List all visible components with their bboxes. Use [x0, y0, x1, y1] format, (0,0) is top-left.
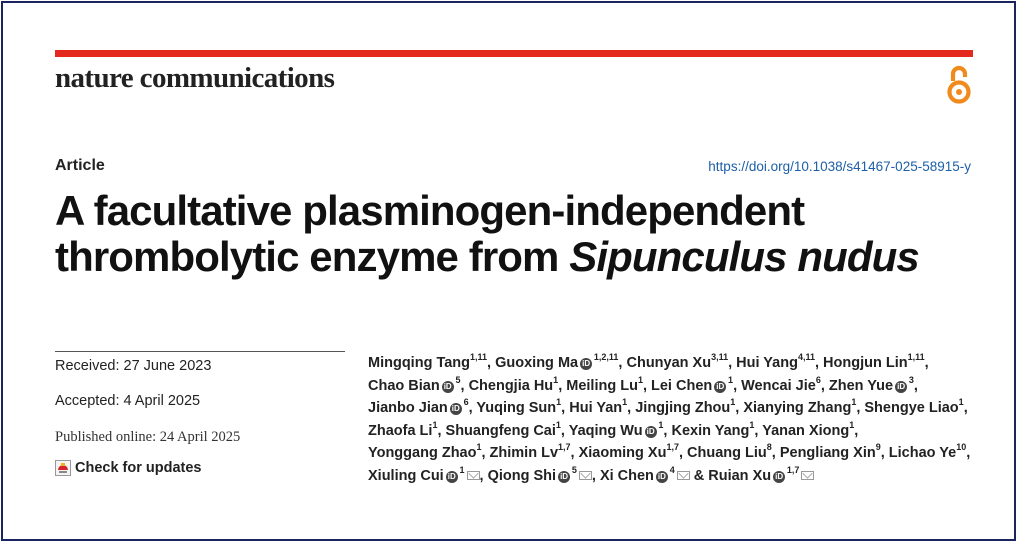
author-separator: ,: [460, 377, 465, 394]
author-name-text: Kexin Yang: [671, 422, 750, 439]
author-name[interactable]: [687, 442, 776, 461]
author-name-text: Qiong Shi: [487, 467, 557, 484]
author-separator: ,: [437, 422, 442, 439]
author-affiliation: 1: [553, 374, 559, 385]
author-name[interactable]: [708, 464, 814, 484]
author-affiliation: 1: [958, 397, 964, 408]
author-name[interactable]: [779, 442, 885, 461]
author-separator: ,: [854, 422, 859, 439]
orcid-icon[interactable]: iD: [775, 471, 784, 481]
journal-name: nature communications: [55, 62, 335, 94]
email-icon[interactable]: [677, 471, 690, 480]
author-name-text: Chengjia Hu: [468, 377, 554, 394]
author-name[interactable]: [762, 419, 859, 439]
author-name[interactable]: [476, 397, 566, 416]
author-name-text: Zhen Yue: [828, 377, 894, 394]
author-name[interactable]: [487, 464, 596, 484]
check-for-updates-label: Check for updates: [75, 460, 202, 476]
author-affiliation: 3,11: [711, 352, 729, 363]
author-separator: ,: [924, 355, 929, 371]
author-name[interactable]: [468, 374, 563, 394]
author-name[interactable]: [368, 419, 442, 439]
author-name-text: Guoxing Ma: [495, 355, 579, 371]
email-icon[interactable]: [801, 471, 814, 480]
author-affiliation: 1: [637, 374, 643, 385]
author-name-text: Yaqing Wu: [568, 422, 643, 439]
author-name-text: Yanan Xiong: [762, 422, 850, 439]
author-separator: ,: [880, 445, 885, 461]
author-affiliation: 1,11: [470, 352, 488, 363]
author-affiliation: 1,2,11: [592, 352, 619, 363]
author-affiliation: 1,7: [666, 442, 679, 453]
dates-divider: [55, 351, 345, 352]
email-icon[interactable]: [579, 471, 592, 480]
author-affiliation: 1: [851, 397, 857, 408]
orcid-icon[interactable]: iD: [582, 359, 591, 368]
author-name-text: Hui Yang: [736, 355, 798, 371]
author-affiliation: 10: [956, 442, 967, 453]
author-separator: ,: [487, 355, 492, 371]
article-type: Article: [55, 157, 105, 174]
author-affiliation: 1: [556, 397, 562, 408]
author-name-text: Meiling Lu: [566, 377, 638, 394]
author-name[interactable]: [489, 442, 575, 461]
author-separator: ,: [733, 377, 738, 394]
author-affiliation: 5: [453, 374, 461, 385]
author-affiliation: 6: [461, 397, 469, 408]
author-name[interactable]: [743, 397, 861, 416]
author-name-text: Shuangfeng Cai: [445, 422, 556, 439]
author-separator: ,: [558, 377, 563, 394]
author-affiliation: 5: [570, 464, 577, 475]
received-date: Received: 27 June 2023: [55, 358, 212, 374]
author-name-text: Yonggang Zhao: [368, 445, 477, 461]
author-name-text: Xianying Zhang: [743, 400, 852, 416]
doi-link[interactable]: https://doi.org/10.1038/s41467-025-58915-y: [708, 159, 971, 174]
author-separator: ,: [754, 422, 759, 439]
author-affiliation: 1: [849, 419, 855, 430]
title-line-2: [55, 234, 919, 280]
author-separator: ,: [663, 422, 668, 439]
orcid-icon[interactable]: iD: [657, 471, 666, 481]
author-separator: ,: [479, 467, 484, 484]
author-separator: ,: [591, 467, 596, 484]
title-species-name: Sipunculus nudus: [569, 233, 919, 280]
author-affiliation: 1: [749, 419, 755, 430]
author-separator: &: [689, 467, 705, 484]
author-affiliation: 1,11: [907, 352, 925, 363]
author-name[interactable]: [368, 397, 473, 416]
orcid-icon[interactable]: iD: [646, 426, 655, 436]
author-name-text: Jingjing Zhou: [635, 400, 731, 416]
author-affiliation: 1,7: [558, 442, 571, 453]
author-name[interactable]: [736, 352, 820, 371]
author-name[interactable]: [828, 374, 918, 394]
author-name-text: Lichao Ye: [888, 445, 957, 461]
journal-accent-bar: [55, 50, 973, 57]
author-name[interactable]: [864, 397, 968, 416]
published-date: Published online: 24 April 2025: [55, 429, 241, 445]
check-updates-icon: [55, 460, 71, 476]
author-separator: ,: [678, 445, 683, 461]
author-name-text: Mingqing Tang: [368, 355, 471, 371]
author-name[interactable]: [368, 464, 484, 484]
author-name[interactable]: [368, 374, 465, 394]
orcid-icon[interactable]: iD: [716, 381, 725, 391]
author-name-text: Chunyan Xu: [626, 355, 712, 371]
author-name-text: Hui Yan: [569, 400, 623, 416]
orcid-icon[interactable]: iD: [897, 381, 906, 391]
author-affiliation: 1: [726, 374, 734, 385]
author-name[interactable]: [368, 352, 492, 371]
author-name[interactable]: [651, 374, 738, 394]
author-separator: ,: [963, 400, 968, 416]
author-name-text: Chao Bian: [368, 377, 440, 394]
title-line-2-roman: thrombolytic enzyme from: [55, 233, 570, 280]
author-name-text: Yuqing Sun: [476, 400, 557, 416]
author-separator: ,: [820, 377, 825, 394]
author-separator: ,: [618, 355, 623, 371]
author-affiliation: 4,11: [797, 352, 815, 363]
author-name-text: Wencai Jie: [741, 377, 816, 394]
author-separator: ,: [814, 355, 820, 371]
author-name[interactable]: [569, 397, 632, 416]
author-separator: ,: [561, 400, 566, 416]
check-for-updates-button[interactable]: [55, 460, 202, 476]
author-name[interactable]: [671, 419, 759, 439]
orcid-icon[interactable]: iD: [447, 471, 456, 481]
author-affiliation: 9: [875, 442, 881, 453]
author-name[interactable]: [823, 352, 929, 371]
author-affiliation: 1: [730, 397, 736, 408]
author-affiliation: 1: [457, 464, 465, 475]
author-name[interactable]: [741, 374, 825, 394]
author-name[interactable]: [599, 464, 705, 484]
author-name-text: Xiuling Cui: [368, 467, 444, 484]
author-affiliation: 4: [667, 464, 675, 475]
author-affiliation: 1,7: [785, 464, 800, 475]
accepted-date: Accepted: 4 April 2025: [55, 393, 201, 409]
author-separator: ,: [913, 377, 918, 394]
author-name-text: Pengliang Xin: [779, 445, 876, 461]
author-affiliation: 3: [907, 374, 914, 385]
author-name-text: Shengye Liao: [864, 400, 959, 416]
author-separator: ,: [642, 377, 647, 394]
orcid-icon[interactable]: iD: [443, 381, 452, 391]
author-name[interactable]: [578, 442, 683, 461]
author-name-text: Chuang Liu: [687, 445, 767, 461]
author-separator: ,: [468, 400, 473, 416]
author-name[interactable]: [566, 374, 647, 394]
author-separator: ,: [570, 445, 575, 461]
author-name[interactable]: [635, 397, 740, 416]
title-line-1: A facultative plasminogen-independent: [55, 187, 805, 234]
author-name-text: Zhaofa Li: [368, 422, 433, 439]
author-affiliation: 8: [766, 442, 772, 453]
author-name-text: Xiaoming Xu: [578, 445, 667, 461]
author-separator: ,: [627, 400, 632, 416]
author-name-text: Xi Chen: [599, 467, 654, 484]
author-affiliation: 1: [656, 419, 664, 430]
author-affiliation: 1: [622, 397, 628, 408]
author-name[interactable]: [445, 419, 565, 439]
author-affiliation: 1: [476, 442, 482, 453]
author-name[interactable]: [368, 442, 486, 461]
author-name-text: Jianbo Jian: [368, 400, 448, 416]
author-name[interactable]: [495, 352, 623, 371]
orcid-icon[interactable]: iD: [451, 404, 460, 413]
author-list: [368, 352, 978, 487]
author-separator: ,: [966, 445, 971, 461]
author-affiliation: 1: [555, 419, 561, 430]
author-affiliation: 6: [815, 374, 821, 385]
email-icon[interactable]: [467, 471, 480, 480]
author-name-text: Zhimin Lv: [489, 445, 559, 461]
author-name-text: Lei Chen: [651, 377, 713, 394]
author-name[interactable]: [568, 419, 668, 439]
author-separator: ,: [728, 355, 733, 371]
author-separator: ,: [771, 445, 776, 461]
author-name[interactable]: [626, 352, 733, 371]
author-name-text: Ruian Xu: [708, 467, 772, 484]
author-separator: ,: [735, 400, 740, 416]
author-separator: ,: [856, 400, 861, 416]
author-name-text: Hongjun Lin: [823, 355, 908, 371]
author-separator: ,: [560, 422, 565, 439]
author-separator: ,: [481, 445, 486, 461]
open-access-icon: [944, 63, 974, 105]
article-title: [55, 188, 919, 280]
author-affiliation: 1: [432, 419, 438, 430]
orcid-icon[interactable]: iD: [560, 471, 569, 481]
author-name[interactable]: [888, 442, 971, 461]
